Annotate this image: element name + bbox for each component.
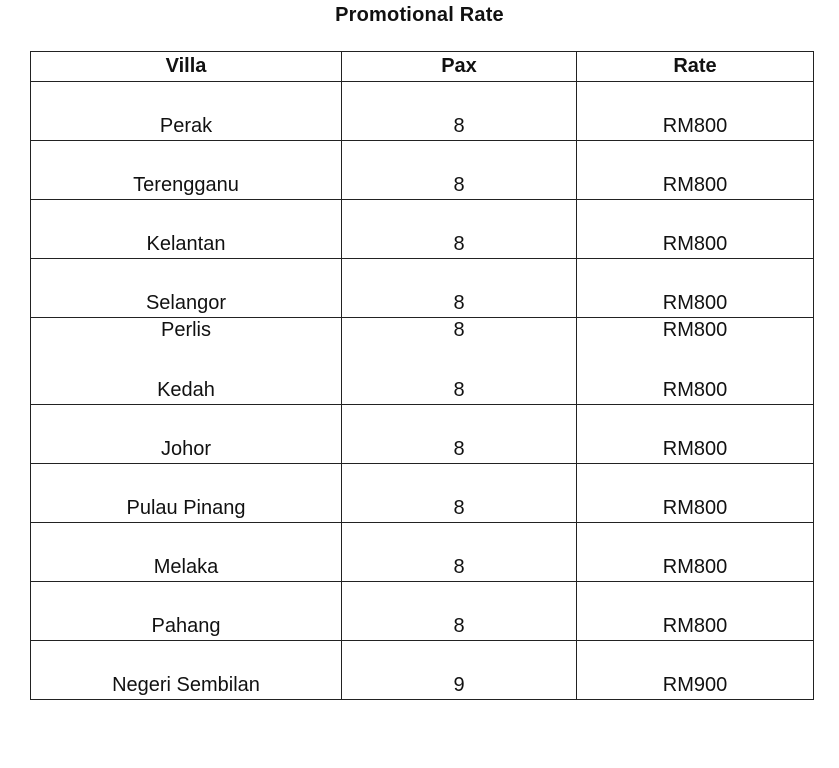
villa-name: Terengganu <box>133 174 239 196</box>
villa-cell <box>31 259 342 318</box>
pax-cell <box>342 200 577 259</box>
table-row <box>31 259 814 318</box>
villa-name: Selangor <box>145 292 227 314</box>
rate-table <box>30 51 814 700</box>
villa-name: Perak <box>159 115 213 137</box>
rate-value: RM800 <box>662 115 728 137</box>
table-row <box>31 523 814 582</box>
rate-value: RM800 <box>662 497 728 519</box>
table-row <box>31 582 814 641</box>
table-header <box>31 52 814 82</box>
rate-value: RM800 <box>662 379 728 401</box>
villa-name: Kelantan <box>146 233 226 255</box>
rate-value: RM800 <box>662 233 728 255</box>
table-row <box>31 641 814 700</box>
table-row <box>31 200 814 259</box>
villa-cell <box>31 200 342 259</box>
pax-cell <box>342 318 577 405</box>
rate-value: RM800 <box>662 556 728 578</box>
pax-value: 8 <box>453 233 465 255</box>
rate-cell <box>577 141 814 200</box>
pax-cell <box>342 259 577 318</box>
pax-value: 8 <box>453 556 465 578</box>
pax-cell <box>342 464 577 523</box>
rate-value: RM900 <box>662 674 728 696</box>
table-row <box>31 141 814 200</box>
villa-name: Pulau Pinang <box>126 497 246 519</box>
pax-cell <box>342 523 577 582</box>
pax-value: 8 <box>453 615 465 637</box>
pax-value: 8 <box>453 497 465 519</box>
rate-cell <box>577 641 814 700</box>
table-row <box>31 464 814 523</box>
table-row <box>31 405 814 464</box>
villa-name: Pahang <box>151 615 221 637</box>
pax-cell <box>342 641 577 700</box>
rate-cell <box>577 82 814 141</box>
rate-value: RM800 <box>662 174 728 196</box>
page-title: Promotional Rate <box>335 4 504 26</box>
column-header-villa: Villa <box>31 52 342 82</box>
villa-cell <box>31 464 342 523</box>
rate-cell <box>577 259 814 318</box>
rate-cell <box>577 405 814 464</box>
pax-value: 9 <box>453 674 465 696</box>
table-row <box>31 318 814 405</box>
rate-value: RM800 <box>662 615 728 637</box>
pax-cell <box>342 405 577 464</box>
rate-value: RM800 <box>662 319 728 341</box>
column-header-pax: Pax <box>342 52 577 82</box>
villa-name: Perlis <box>160 319 211 341</box>
villa-cell <box>31 141 342 200</box>
villa-name: Melaka <box>153 556 219 578</box>
pax-value: 8 <box>453 319 465 341</box>
villa-name: Johor <box>160 438 212 460</box>
pax-value: 8 <box>453 379 465 401</box>
rate-cell <box>577 200 814 259</box>
rate-cell <box>577 582 814 641</box>
villa-cell <box>31 523 342 582</box>
villa-cell <box>31 641 342 700</box>
pax-value: 8 <box>453 115 465 137</box>
rate-cell <box>577 523 814 582</box>
pax-cell <box>342 141 577 200</box>
pax-cell <box>342 582 577 641</box>
pax-cell <box>342 82 577 141</box>
villa-cell <box>31 82 342 141</box>
villa-cell <box>31 405 342 464</box>
table-row <box>31 82 814 141</box>
villa-name: Kedah <box>157 379 215 401</box>
table-body <box>31 82 814 700</box>
villa-cell <box>31 318 342 405</box>
header-row <box>31 52 814 82</box>
rate-value: RM800 <box>662 292 728 314</box>
rate-cell <box>577 318 814 405</box>
rate-value: RM800 <box>662 438 728 460</box>
column-header-rate: Rate <box>577 52 814 82</box>
pax-value: 8 <box>453 174 465 196</box>
villa-cell <box>31 582 342 641</box>
pax-value: 8 <box>453 438 465 460</box>
pax-value: 8 <box>453 292 465 314</box>
villa-name: Negeri Sembilan <box>112 674 260 696</box>
rate-cell <box>577 464 814 523</box>
